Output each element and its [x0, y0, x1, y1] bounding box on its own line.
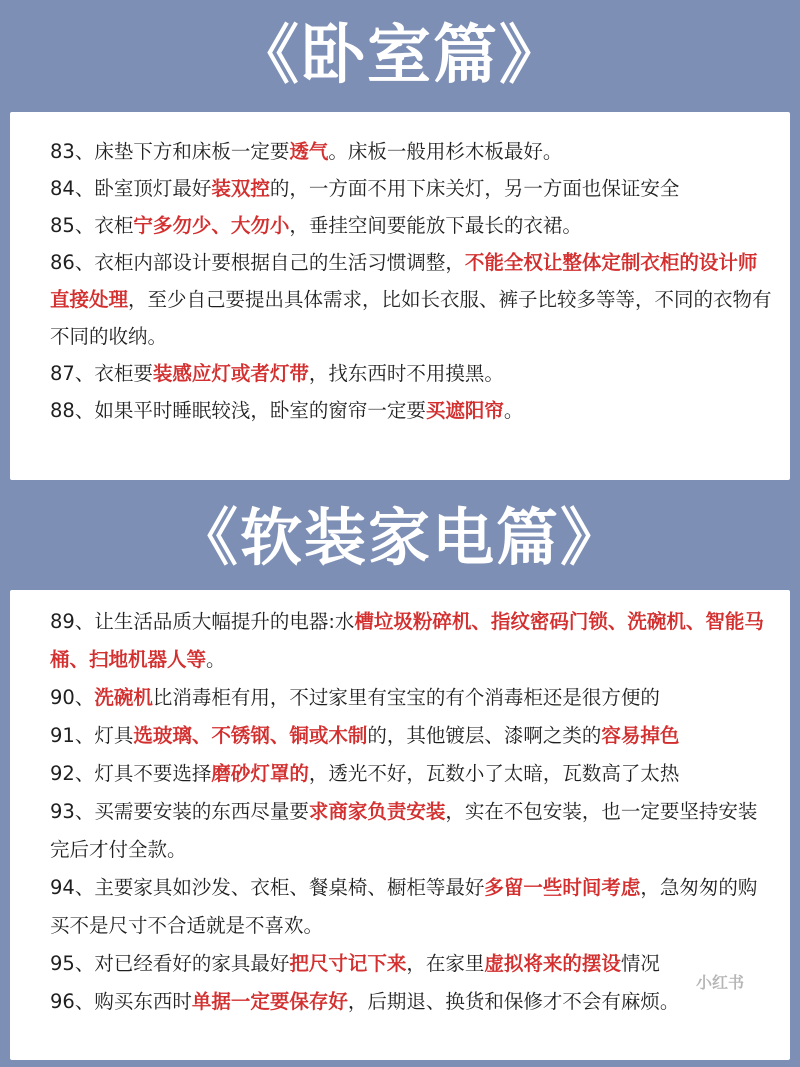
tip-item [50, 717, 774, 755]
highlighted-text: 多留一些时间考虑 [484, 876, 641, 899]
highlighted-text: 容易掉色 [601, 724, 680, 747]
highlighted-text: 买遮阳帘 [425, 399, 504, 422]
highlighted-text: 透气 [289, 140, 329, 163]
watermark-logo: 小红书 [678, 968, 762, 998]
tip-item [50, 392, 774, 429]
highlighted-text: 把尺寸记下来 [289, 952, 407, 975]
tip-text: 。 [503, 399, 524, 422]
tip-item [50, 603, 774, 679]
tip-text: ，急匆匆的购买不是尺寸不合适就是不喜欢。 [50, 876, 758, 937]
tip-item [50, 207, 774, 244]
tip-text: ，实在不包安装，也一定要坚持安装完后才付全款。 [50, 800, 758, 861]
tip-text: 92、灯具不要选择 [50, 762, 212, 785]
tip-text: ，在家里 [406, 952, 485, 975]
tip-text: 。床板一般用杉木板最好。 [328, 140, 563, 163]
tip-text: 88、如果平时睡眠较浅，卧室的窗帘一定要 [50, 399, 426, 422]
highlighted-text: 装双控 [211, 177, 270, 200]
tip-text: 84、卧室顶灯最好 [50, 177, 212, 200]
tip-item [50, 679, 774, 717]
highlighted-text: 宁多勿少、大勿小 [133, 214, 290, 237]
tip-text: 86、衣柜内部设计要根据自己的生活习惯调整， [50, 251, 465, 274]
tip-text: 91、灯具 [50, 724, 134, 747]
appliance-tips-panel [10, 590, 790, 1060]
tip-text: 95、对已经看好的家具最好 [50, 952, 290, 975]
section-title-appliances: 《软装家电篇》 [175, 501, 624, 574]
tip-item [50, 945, 774, 983]
tip-text: 情况 [620, 952, 660, 975]
bedroom-tips-panel [10, 112, 790, 480]
tip-item [50, 755, 774, 793]
highlighted-text: 选玻璃、不锈钢、铜或木制 [133, 724, 368, 747]
highlighted-text: 不能全权让整体定制衣柜的设计师直接处理 [50, 251, 758, 311]
tip-text: 比消毒柜有用，不过家里有宝宝的有个消毒柜还是很方便的 [152, 686, 660, 709]
tip-item [50, 869, 774, 945]
tip-item [50, 133, 774, 170]
tip-text: 的，其他镀层、漆啊之类的 [367, 724, 602, 747]
tip-text: ，垂挂空间要能放下最长的衣裙。 [289, 214, 582, 237]
tip-text: 85、衣柜 [50, 214, 134, 237]
highlighted-text: 求商家负责安装 [308, 800, 446, 823]
tip-text: ，透光不好，瓦数小了太暗，瓦数高了太热 [308, 762, 680, 785]
tip-item [50, 355, 774, 392]
tip-item [50, 244, 774, 355]
highlighted-text: 装感应灯或者灯带 [152, 362, 309, 385]
tip-text: 87、衣柜要 [50, 362, 153, 385]
tip-text: 90、 [50, 686, 95, 709]
tip-text: ，找东西时不用摸黑。 [308, 362, 504, 385]
tip-text: 89、让生活品质大幅提升的电器:水 [50, 610, 355, 633]
tip-item [50, 170, 774, 207]
highlighted-text: 单据一定要保存好 [191, 990, 348, 1013]
tip-text: 93、买需要安装的东西尽量要 [50, 800, 309, 823]
tip-text: ，至少自己要提出具体需求，比如长衣服、裤子比较多等等，不同的衣物有不同的收纳。 [50, 288, 772, 348]
highlighted-text: 槽垃圾粉碎机、指纹密码门锁、洗碗机、智能马桶、扫地机器人等 [50, 610, 764, 671]
tip-text: 83、床垫下方和床板一定要 [50, 140, 290, 163]
highlighted-text: 磨砂灯罩的 [211, 762, 309, 785]
tip-text: 94、主要家具如沙发、衣柜、餐桌椅、橱柜等最好 [50, 876, 485, 899]
tip-text: 96、购买东西时 [50, 990, 192, 1013]
tip-text: 。 [206, 648, 226, 671]
tip-text: ，后期退、换货和保修才不会有麻烦。 [347, 990, 680, 1013]
tip-text: 的，一方面不用下床关灯，另一方面也保证安全 [269, 177, 680, 200]
highlighted-text: 虚拟将来的摆设 [484, 952, 621, 975]
tip-item [50, 983, 774, 1021]
tip-item [50, 793, 774, 869]
highlighted-text: 洗碗机 [94, 686, 153, 709]
section-title-bedroom: 《卧室篇》 [235, 19, 565, 93]
